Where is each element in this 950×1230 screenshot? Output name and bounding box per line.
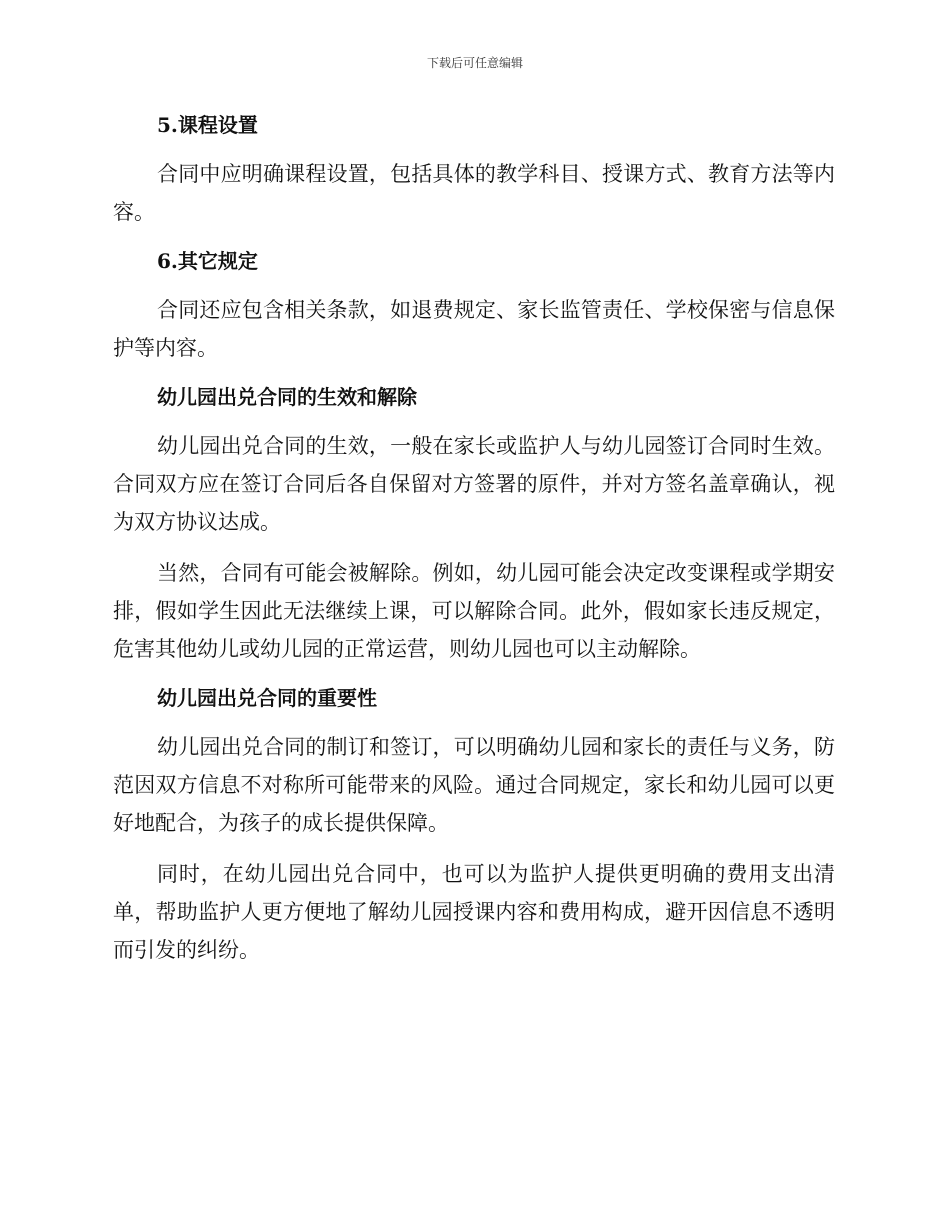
- paragraph: 幼儿园出兑合同的生效，一般在家长或监护人与幼儿园签订合同时生效。合同双方应在签订合同后各自保留对方签署的原件，并对方签名盖章确认，视为双方协议达成。: [113, 434, 835, 534]
- section-heading-importance: 幼儿园出兑合同的重要性: [157, 686, 377, 710]
- section-heading-course-settings: 5.课程设置: [157, 113, 258, 137]
- section-heading-effect-termination: 幼儿园出兑合同的生效和解除: [157, 385, 417, 409]
- paragraph: 合同还应包含相关条款，如退费规定、家长监管责任、学校保密与信息保护等内容。: [113, 298, 835, 360]
- section-heading-other-rules: 6.其它规定: [157, 249, 258, 273]
- paragraph: 合同中应明确课程设置，包括具体的教学科目、授课方式、教育方法等内容。: [113, 162, 835, 224]
- paragraph: 当然，合同有可能会被解除。例如，幼儿园可能会决定改变课程或学期安排，假如学生因此无法继续上课，可以解除合同。此外，假如家长违反规定，危害其他幼儿或幼儿园的正常运营，则幼儿园也可以主动解除。: [113, 561, 835, 661]
- paragraph: 同时，在幼儿园出兑合同中，也可以为监护人提供更明确的费用支出清单，帮助监护人更方便地了解幼儿园授课内容和费用构成，避开因信息不透明而引发的纠纷。: [113, 862, 835, 962]
- page-header: 下载后可任意编辑: [426, 56, 523, 70]
- paragraph: 幼儿园出兑合同的制订和签订，可以明确幼儿园和家长的责任与义务，防范因双方信息不对称所可能带来的风险。通过合同规定，家长和幼儿园可以更好地配合，为孩子的成长提供保障。: [113, 735, 835, 835]
- document-body: [113, 108, 835, 982]
